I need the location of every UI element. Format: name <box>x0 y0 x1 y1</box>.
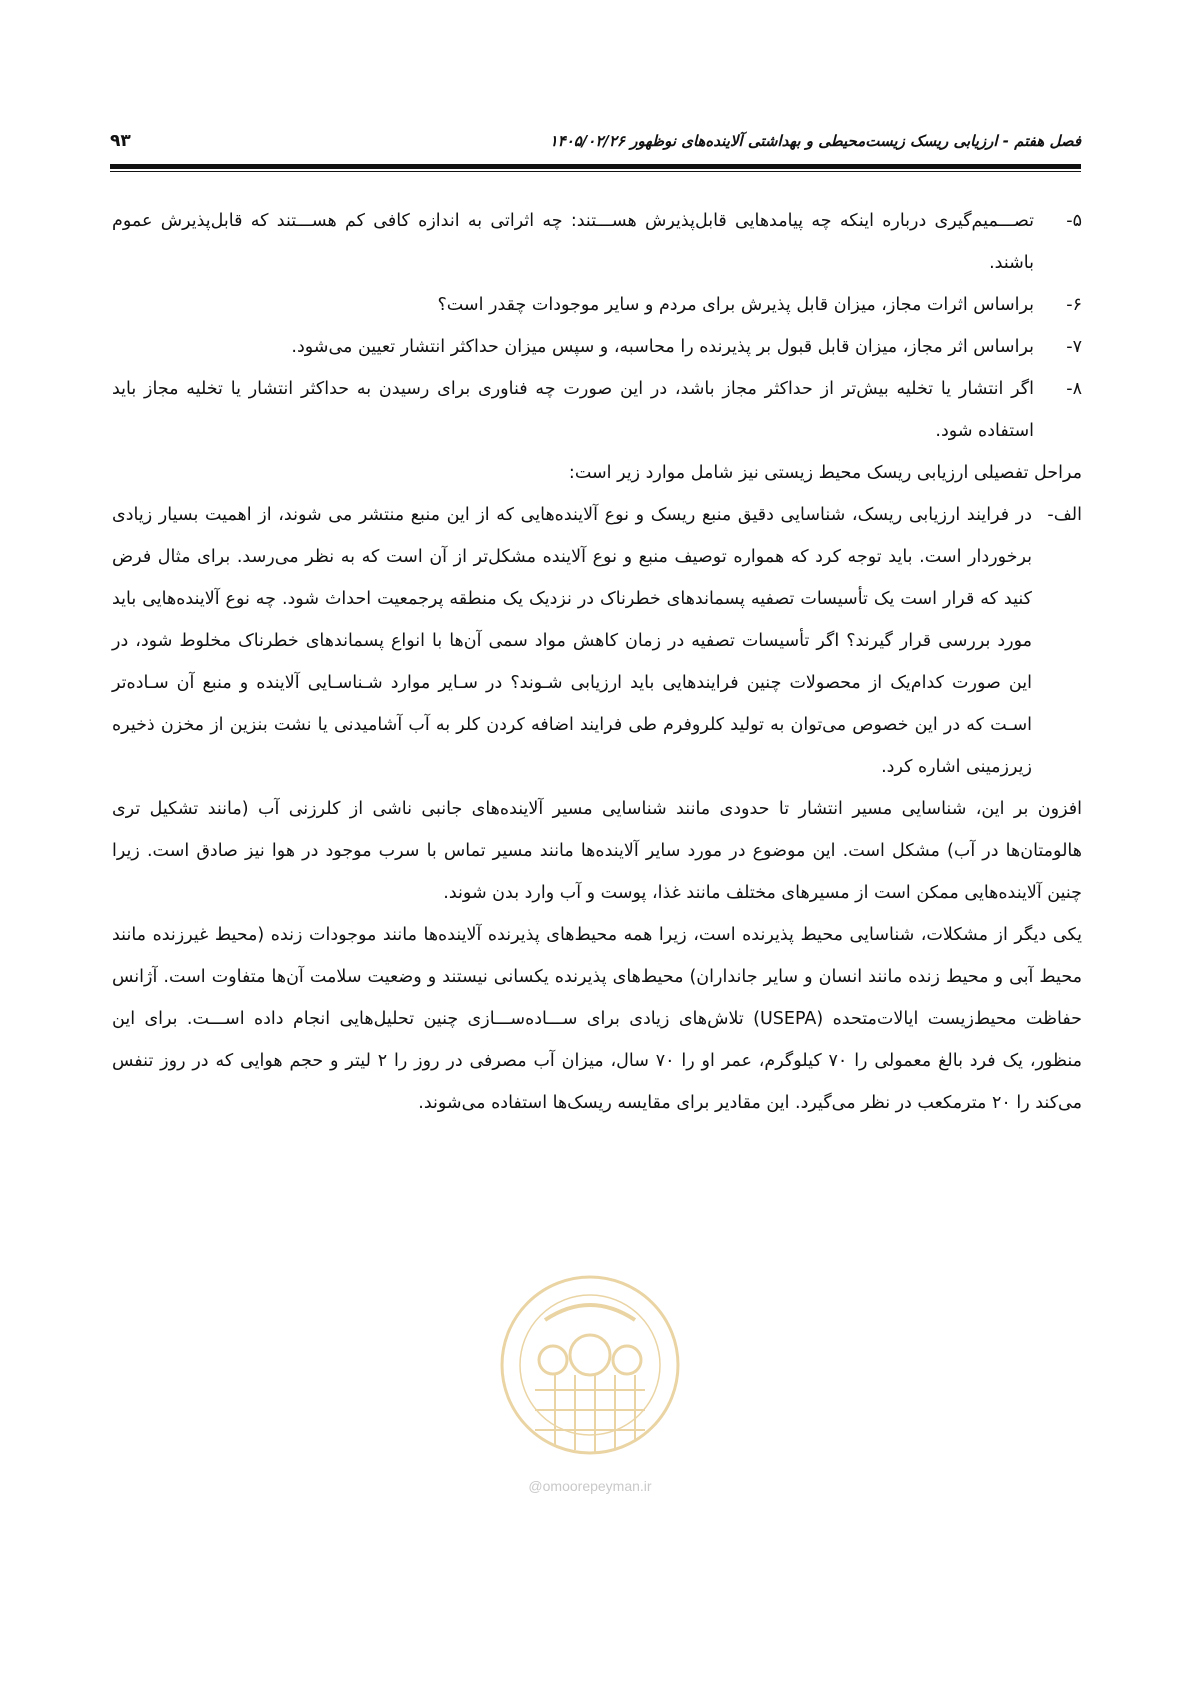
running-header-title: فصل هفتم - ارزیابی ریسک زیست‌محیطی و بهداشتی آلاینده‌های نوظهور ۱۴۰۵/۰۲/۲۶ <box>549 132 1081 150</box>
paragraph-alef-text: در فرایند ارزیابی ریسک، شناسایی دقیق منبع ریسک و نوع آلاینده‌هایی که از این منبع منتشر می شوند، از اهمیت بسیار زیادی برخوردار است. باید توجه کرد که همواره توصیف منبع و نوع آلاینده مشکل‌تر از آن است که به نظر می‌رسد. برای مثال فرض کنید که قرار است یک تأسیسات تصفیه پسماندهای خطرناک در نزدیک یک منطقه پرجمعیت احداث شود. چه نوع آلاینده‌هایی باید مورد بررسی قرار گیرند؟ اگر تأسیسات تصفیه در زمان کاهش مواد سمی آن‌ها با انواع پسماندهای خطرناک مخلوط شود، در این صورت کدام‌یک از محصولات چنین فرایندهایی باید ارزیابی شـوند؟ در سـایر موارد شـناسـایی آلاینده و منبع آن سـاده‌تر اسـت که در این خصوص می‌توان به تولید کلروفرم طی فرایند اضافه کردن کلر به آب آشامیدنی یا نشت بنزین از مخزن ذخیره زیرزمینی اشاره کرد. <box>112 505 1032 777</box>
intro-paragraph: مراحل تفصیلی ارزیابی ریسک محیط زیستی نیز شامل موارد زیر است: <box>568 463 1082 483</box>
page-header <box>110 128 1081 160</box>
list-item-number: ۸- <box>1066 379 1082 399</box>
list-item <box>112 326 1082 368</box>
list-item-text: براساس اثرات مجاز، میزان قابل پذیرش برای مردم و سایر موجودات چقدر است؟ <box>437 295 1034 315</box>
list-item-number: ۷- <box>1066 337 1082 357</box>
numbered-list <box>112 200 1082 452</box>
paragraph-alef <box>112 494 1082 788</box>
body-text <box>112 200 1082 1124</box>
list-item <box>112 368 1082 452</box>
page-number: ۹۳ <box>110 131 131 151</box>
watermark-logo-icon <box>475 1270 705 1460</box>
paragraph-receptor: یکی دیگر از مشکلات، شناسایی محیط پذیرنده است، زیرا همه محیط‌های پذیرنده آلاینده‌ها مانند موجودات زنده (محیط غیرزنده مانند محیط آبی و محیط زنده مانند انسان و سایر جانداران) محیط‌های پذیرنده یکسانی نیستند و وضعیت سلامت آن‌ها متفاوت است. آژانس حفاظت محیط‌زیست ایالات‌متحده (USEPA) تلاش‌های زیادی برای ســـاده‌ســـازی چنین تحلیل‌هایی انجام داده اســـت. برای این منظور، یک فرد بالغ معمولی را ۷۰ کیلوگرم، عمر او را ۷۰ سال، میزان آب مصرفی در روز را ۲ لیتر و حجم هوایی که در روز تنفس می‌کند را ۲۰ مترمکعب در نظر می‌گیرد. این مقادیر برای مقایسه ریسک‌ها استفاده می‌شوند. <box>112 925 1082 1113</box>
paragraph-alef-label: الف- <box>1047 505 1082 525</box>
watermark-url: @omoorepeyman.ir <box>528 1478 652 1494</box>
header-rule-thin <box>110 171 1081 172</box>
list-item-number: ۶- <box>1066 295 1082 315</box>
header-rule-thick <box>110 164 1081 169</box>
list-item-text: تصـــمیم‌گیری درباره اینکه چه پیامدهایی قابل‌پذیرش هســـتند: چه اثراتی به اندازه کافی کم هســـتند که قابل‌پذیرش عموم باشند. <box>112 211 1034 273</box>
list-item-text: براساس اثر مجاز، میزان قابل قبول بر پذیرنده را محاسبه، و سپس میزان حداکثر انتشار تعیین می‌شود. <box>291 337 1034 357</box>
list-item <box>112 284 1082 326</box>
list-item <box>112 200 1082 284</box>
list-item-text: اگر انتشار یا تخلیه بیش‌تر از حداکثر مجاز باشد، در این صورت چه فناوری برای رسیدن به حداکثر انتشار یا تخلیه مجاز باید استفاده شود. <box>112 379 1034 441</box>
paragraph-exposure-route: افزون بر این، شناسایی مسیر انتشار تا حدودی مانند شناسایی مسیر آلاینده‌های جانبی ناشی از کلرزنی آب (مانند تشکیل تری هالومتان‌ها در آب) مشکل است. این موضوع در مورد سایر آلاینده‌ها مانند مسیر تماس با سرب موجود در هوا نیز صادق است. زیرا چنین آلاینده‌هایی ممکن است از مسیرهای مختلف مانند غذا، پوست و آب وارد بدن شوند. <box>112 799 1082 903</box>
list-item-number: ۵- <box>1066 211 1082 231</box>
